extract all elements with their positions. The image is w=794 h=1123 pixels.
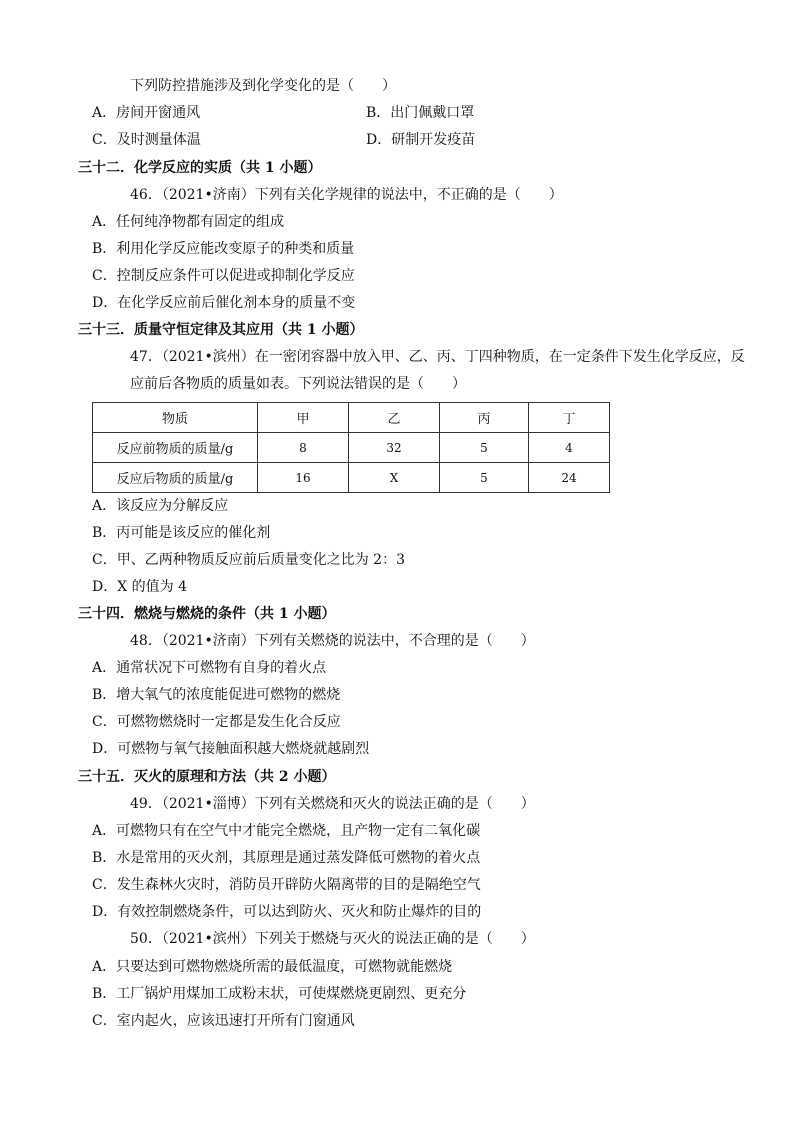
question-stem: 下列防控措施涉及到化学变化的是（ ） [130,78,396,94]
option-a: A．可燃物只有在空气中才能完全燃烧，且产物一定有二氧化碳 [92,823,481,839]
section-heading: 三十三．质量守恒定律及其应用（共 1 小题） [78,322,364,338]
table-header-row [93,403,610,433]
option-c: C．室内起火，应该迅速打开所有门窗通风 [92,1013,355,1029]
section-heading: 三十五．灭火的原理和方法（共 2 小题） [78,769,336,785]
question-stem: 50．（2021•滨州）下列关于燃烧与灭火的说法正确的是（ ） [130,931,535,947]
option-c: C．及时测量体温 [92,132,201,148]
question-stem-continued: 应前后各物质的质量如表。下列说法错误的是（ ） [130,376,466,392]
table-cell: 16 [258,463,349,493]
option-b: B．工厂锅炉用煤加工成粉末状，可使煤燃烧更剧烈、更充分 [92,986,467,1002]
option-b: B．增大氧气的浓度能促进可燃物的燃烧 [92,687,341,703]
option-a: A．只要达到可燃物燃烧所需的最低温度，可燃物就能燃烧 [92,959,453,975]
table-row [93,463,610,493]
option-b: B．水是常用的灭火剂，其原理是通过蒸发降低可燃物的着火点 [92,850,481,866]
option-c: C．甲、乙两种物质反应前后质量变化之比为 2：3 [92,552,405,568]
table-header-cell: 丁 [529,403,610,433]
question-stem: 48．（2021•济南）下列有关燃烧的说法中，不合理的是（ ） [130,633,535,649]
table-cell: 反应后物质的质量/g [93,463,258,493]
option-b: B．利用化学反应能改变原子的种类和质量 [92,241,355,257]
table-header-cell: 丙 [440,403,529,433]
option-d: D．X 的值为 4 [92,579,187,595]
table-header-cell: 甲 [258,403,349,433]
table-header-cell: 物质 [93,403,258,433]
table-cell: 5 [440,433,529,463]
table-cell: 32 [349,433,440,463]
section-heading: 三十四．燃烧与燃烧的条件（共 1 小题） [78,606,336,622]
table-cell: 8 [258,433,349,463]
option-d: D．在化学反应前后催化剂本身的质量不变 [92,295,356,311]
option-a: A．任何纯净物都有固定的组成 [92,214,285,230]
option-d: D．有效控制燃烧条件，可以达到防火、灭火和防止爆炸的目的 [92,904,482,920]
option-a: A．该反应为分解反应 [92,498,229,514]
option-d: D．研制开发疫苗 [366,132,476,148]
option-a: A．房间开窗通风 [92,105,201,121]
section-heading: 三十二．化学反应的实质（共 1 小题） [78,160,322,176]
table-header-cell: 乙 [349,403,440,433]
option-c: C．控制反应条件可以促进或抑制化学反应 [92,268,355,284]
table-cell: 5 [440,463,529,493]
question-stem: 46．（2021•济南）下列有关化学规律的说法中，不正确的是（ ） [130,187,563,203]
mass-table [92,402,610,493]
table-cell: 24 [529,463,610,493]
option-c: C．可燃物燃烧时一定都是发生化合反应 [92,714,341,730]
option-b: B．丙可能是该反应的催化剂 [92,525,271,541]
option-d: D．可燃物与氧气接触面积越大燃烧就越剧烈 [92,741,370,757]
option-c: C．发生森林火灾时，消防员开辟防火隔离带的目的是隔绝空气 [92,877,481,893]
question-stem: 49．（2021•淄博）下列有关燃烧和灭火的说法正确的是（ ） [130,796,535,812]
table-row [93,433,610,463]
table-cell: 反应前物质的质量/g [93,433,258,463]
option-a: A．通常状况下可燃物有自身的着火点 [92,660,327,676]
table-cell: X [349,463,440,493]
question-stem: 47．（2021•滨州）在一密闭容器中放入甲、乙、丙、丁四种物质，在一定条件下发生化学反应，反 [130,349,745,365]
option-b: B．出门佩戴口罩 [366,105,475,121]
table-cell: 4 [529,433,610,463]
